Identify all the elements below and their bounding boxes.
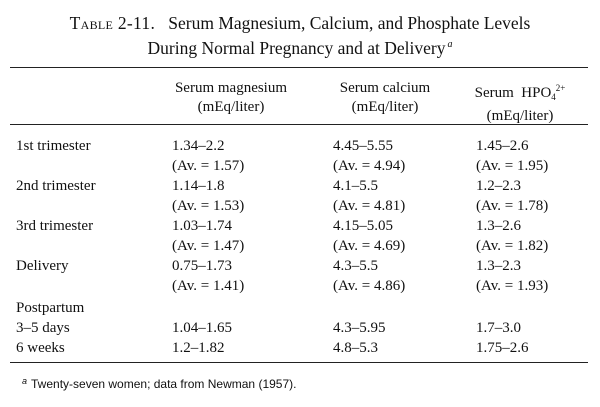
cell-phosphate-average: (Av. = 1.82) xyxy=(476,238,549,254)
cell-phosphate-average: (Av. = 1.78) xyxy=(476,198,549,214)
header-phosphate-word: Serum xyxy=(474,85,514,101)
cell-calcium-average: (Av. = 4.81) xyxy=(333,198,406,214)
header-rule xyxy=(10,124,588,125)
cell-calcium: 4.8–5.3 xyxy=(333,340,378,356)
header-magnesium xyxy=(158,79,304,117)
cell-magnesium: 1.2–1.82 xyxy=(172,340,225,356)
cell-magnesium-average: (Av. = 1.41) xyxy=(172,278,245,294)
cell-calcium-average: (Av. = 4.69) xyxy=(333,238,406,254)
header-magnesium-name: Serum magnesium xyxy=(174,80,288,96)
row-label: 6 weeks xyxy=(16,340,65,356)
cell-phosphate: 1.3–2.3 xyxy=(476,258,521,274)
title-text-1: Serum Magnesium, Calcium, and Phosphate Levels xyxy=(168,13,531,33)
cell-calcium-average: (Av. = 4.86) xyxy=(333,278,406,294)
footnote-text: Twenty-seven women; data from Newman (1957). xyxy=(31,377,297,391)
postpartum-label: Postpartum xyxy=(16,300,85,316)
footnote xyxy=(22,373,296,392)
header-calcium-unit: (mEq/liter) xyxy=(351,99,419,115)
cell-calcium: 4.3–5.95 xyxy=(333,320,386,336)
cell-magnesium: 1.04–1.65 xyxy=(172,320,232,336)
title-footnote-mark: a xyxy=(447,39,453,50)
cell-magnesium: 1.03–1.74 xyxy=(172,218,232,234)
header-phosphate-formula: HPO xyxy=(521,85,552,101)
header-phosphate-unit: (mEq/liter) xyxy=(486,108,554,124)
header-calcium xyxy=(320,79,450,117)
cell-phosphate-average: (Av. = 1.93) xyxy=(476,278,549,294)
cell-magnesium-average: (Av. = 1.57) xyxy=(172,158,245,174)
row-label: 1st trimester xyxy=(16,138,91,154)
title-line-2 xyxy=(0,34,600,59)
row-label: 3–5 days xyxy=(16,320,70,336)
cell-calcium-average: (Av. = 4.94) xyxy=(333,158,406,174)
cell-phosphate: 1.75–2.6 xyxy=(476,340,529,356)
cell-phosphate-average: (Av. = 1.95) xyxy=(476,158,549,174)
cell-phosphate: 1.2–2.3 xyxy=(476,178,521,194)
table-label: Table 2-11. xyxy=(69,13,156,33)
cell-phosphate: 1.45–2.6 xyxy=(476,138,529,154)
cell-magnesium-average: (Av. = 1.53) xyxy=(172,198,245,214)
footnote-mark: a xyxy=(22,376,28,386)
cell-magnesium: 1.34–2.2 xyxy=(172,138,225,154)
table-title xyxy=(0,12,600,59)
title-text-2: During Normal Pregnancy and at Delivery xyxy=(147,38,446,58)
header-phosphate-sub: 4 xyxy=(551,92,556,102)
cell-calcium: 4.15–5.05 xyxy=(333,218,393,234)
bottom-rule xyxy=(10,362,588,363)
title-line-1 xyxy=(0,12,600,34)
cell-calcium: 4.45–5.55 xyxy=(333,138,393,154)
header-magnesium-unit: (mEq/liter) xyxy=(197,99,265,115)
cell-magnesium: 0.75–1.73 xyxy=(172,258,232,274)
header-phosphate-sup: 2+ xyxy=(555,83,566,93)
cell-phosphate: 1.7–3.0 xyxy=(476,320,521,336)
row-label: Delivery xyxy=(16,258,69,274)
cell-magnesium-average: (Av. = 1.47) xyxy=(172,238,245,254)
header-phosphate xyxy=(460,79,580,126)
row-label: 3rd trimester xyxy=(16,218,94,234)
header-phosphate-name xyxy=(460,79,580,107)
row-label: 2nd trimester xyxy=(16,178,96,194)
header-calcium-name: Serum calcium xyxy=(339,80,431,96)
cell-phosphate: 1.3–2.6 xyxy=(476,218,521,234)
top-rule xyxy=(10,67,588,68)
cell-calcium: 4.1–5.5 xyxy=(333,178,378,194)
cell-magnesium: 1.14–1.8 xyxy=(172,178,225,194)
cell-calcium: 4.3–5.5 xyxy=(333,258,378,274)
